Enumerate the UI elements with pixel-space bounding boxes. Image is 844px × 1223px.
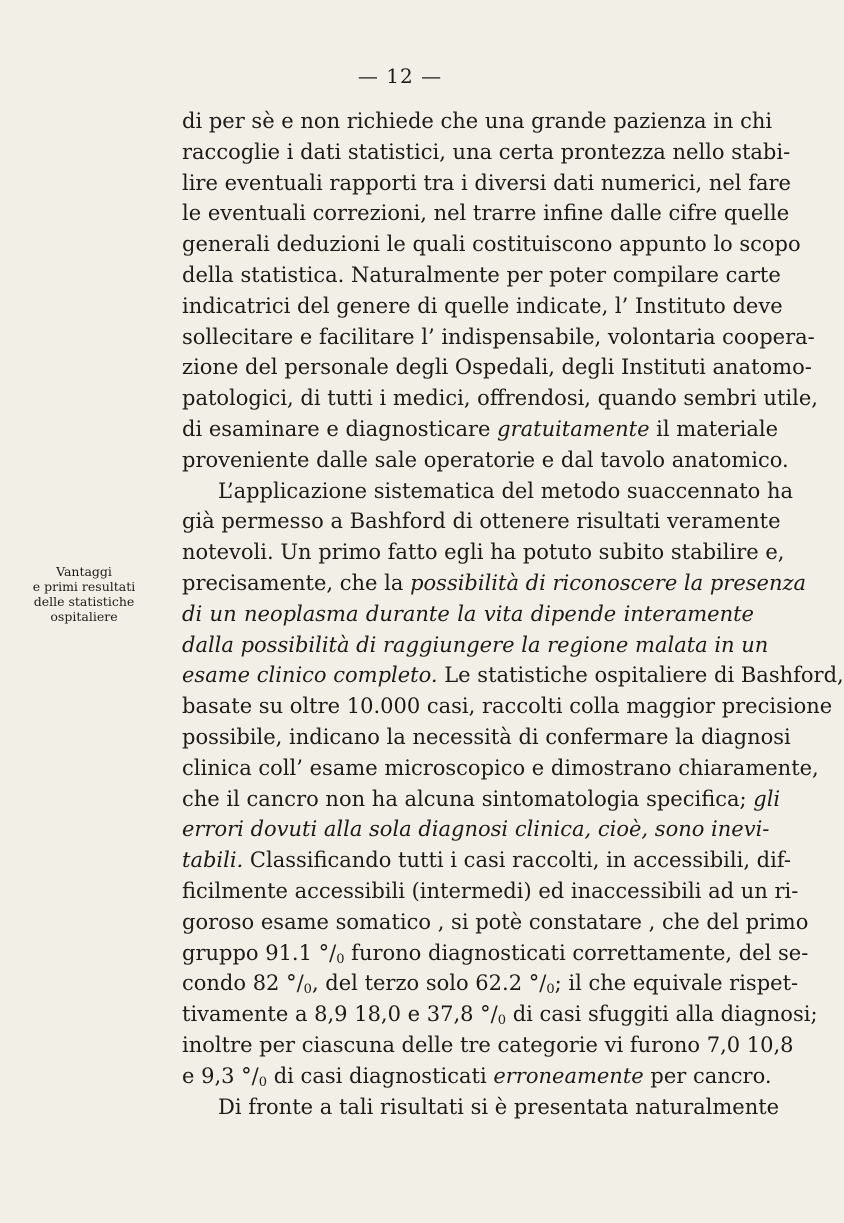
text-line: della statistica. Naturalmente per poter compilare carte <box>182 262 781 287</box>
text-run: di casi sfuggiti alla diagnosi; <box>506 1002 818 1027</box>
subscript: 0 <box>336 951 345 967</box>
text-line <box>182 1061 772 1092</box>
text-line <box>182 968 799 999</box>
margin-note-line: ospitaliere <box>50 609 118 624</box>
text-line: inoltre per ciascuna delle tre categorie vi furono 7,0 10,8 <box>182 1032 794 1057</box>
text-run: precisamente, che la <box>182 570 411 595</box>
text-line <box>182 999 818 1030</box>
text-line: zione del personale degli Ospedali, degli Instituti anatomo- <box>182 355 812 380</box>
text-line <box>182 784 781 815</box>
italic-run: possibilità di riconoscere la presenza <box>410 570 807 595</box>
text-line <box>182 660 844 691</box>
page-number: — 12 — <box>357 64 443 88</box>
subscript: 0 <box>497 1013 507 1029</box>
text-line <box>182 938 809 969</box>
text-run: , del terzo solo 62.2 °/ <box>311 971 547 996</box>
text-line: notevoli. Un primo fatto egli ha potuto subito stabilire e, <box>182 540 785 565</box>
text-line: goroso esame somatico , si potè constatare , che del primo <box>182 909 809 934</box>
text-line: raccoglie i dati statistici, una certa prontezza nello stabi- <box>182 139 791 164</box>
italic-run: gratuitamente <box>497 416 650 441</box>
body-text <box>182 106 844 1122</box>
margin-note-line: delle statistiche <box>33 594 135 609</box>
text-line: basate su oltre 10.000 casi, raccolti colla maggior precisione <box>182 694 833 719</box>
subscript: 0 <box>258 1074 268 1090</box>
text-line: di per sè e non richiede che una grande pazienza in chi <box>182 109 773 133</box>
text-run: Le statistiche ospitaliere di Bashford, <box>437 663 844 688</box>
margin-note-line: Vantaggi <box>56 564 112 579</box>
text-line: sollecitare e facilitare l’ indispensabile, volontaria coopera- <box>182 324 815 349</box>
text-run: e 9,3 °/ <box>182 1063 259 1088</box>
text-line: di un neoplasma durante la vita dipende interamente <box>182 601 754 626</box>
italic-run: tabili. <box>182 848 244 873</box>
text-line: le eventuali correzioni, nel trarre infine dalle cifre quelle <box>182 201 790 226</box>
text-run: condo 82 °/ <box>182 971 304 996</box>
subscript: 0 <box>303 982 312 998</box>
text-line <box>182 414 779 445</box>
italic-run: gli <box>753 786 781 811</box>
text-run: ; il che equivale rispet- <box>554 971 799 996</box>
text-line: errori dovuti alla sola diagnosi clinica, cioè, sono inevi- <box>182 817 770 842</box>
italic-run: erroneamente <box>493 1063 644 1088</box>
text-line: possibile, indicano la necessità di confermare la diagnosi <box>182 724 791 749</box>
text-run: di casi diagnosticati <box>267 1063 494 1088</box>
text-line: L’applicazione sistematica del metodo suaccennato ha <box>218 478 794 503</box>
text-line: lire eventuali rapporti tra i diversi dati numerici, nel fare <box>182 170 791 195</box>
text-line: clinica coll’ esame microscopico e dimostrano chiaramente, <box>182 755 819 780</box>
subscript: 0 <box>546 982 555 998</box>
text-line <box>182 568 807 599</box>
text-line: già permesso a Bashford di ottenere risultati veramente <box>182 509 781 534</box>
text-run: tivamente a 8,9 18,0 e 37,8 °/ <box>182 1002 498 1027</box>
text-run: di esaminare e diagnosticare <box>182 416 498 441</box>
text-line: ficilmente accessibili (intermedi) ed inaccessibili ad un ri- <box>182 878 799 903</box>
text-run: Classificando tutti i casi raccolti, in accessibili, dif- <box>243 848 791 873</box>
text-line: generali deduzioni le quali costituiscono appunto lo scopo <box>182 232 801 257</box>
margin-note-line: e primi resultati <box>32 579 136 594</box>
text-run: per cancro. <box>643 1063 772 1088</box>
text-run: gruppo 91.1 °/ <box>182 940 337 965</box>
text-run: che il cancro non ha alcuna sintomatologia specifica; <box>182 786 754 811</box>
text-line <box>182 845 791 876</box>
text-run: il materiale <box>649 416 779 441</box>
text-line: dalla possibilità di raggiungere la regione malata in un <box>182 632 769 657</box>
text-line: proveniente dalle sale operatorie e dal tavolo anatomico. <box>182 447 789 472</box>
text-line: Di fronte a tali risultati si è presentata naturalmente <box>218 1094 780 1119</box>
italic-run: esame clinico completo. <box>182 663 438 688</box>
text-run: furono diagnosticati correttamente, del se- <box>344 940 809 965</box>
margin-note <box>24 564 144 624</box>
text-line: patologici, di tutti i medici, offrendosi, quando sembri utile, <box>182 386 818 411</box>
text-line: indicatrici del genere di quelle indicate, l’ Instituto deve <box>182 293 783 318</box>
